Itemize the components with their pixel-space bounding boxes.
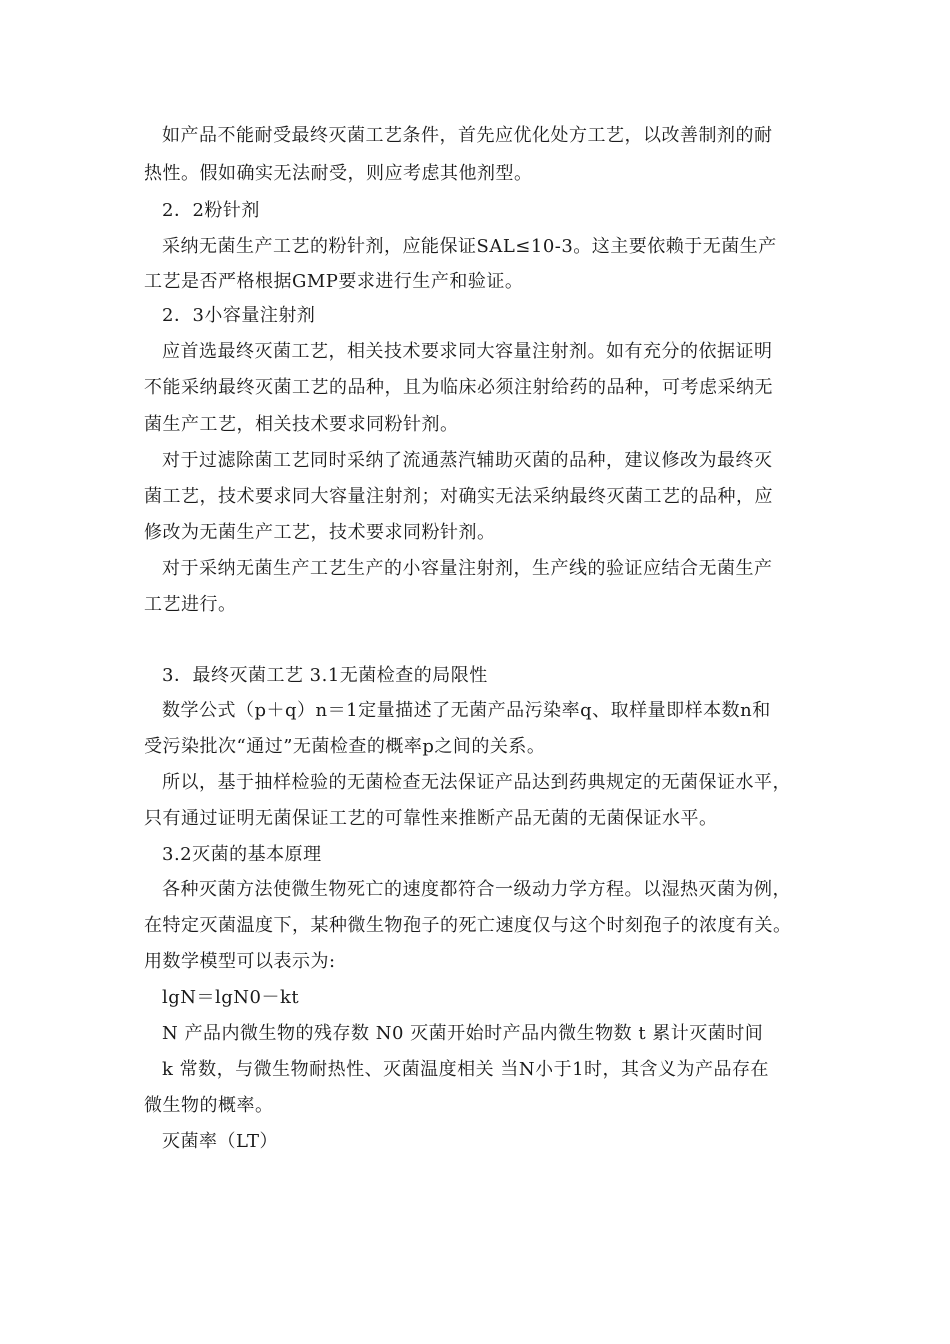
paragraph-line: 应首选最终灭菌工艺，相关技术要求同大容量注射剂。如有充分的依据证明 bbox=[162, 341, 773, 362]
paragraph-line: 灭菌率（LT） bbox=[162, 1131, 278, 1152]
paragraph-line: 各种灭菌方法使微生物死亡的速度都符合一级动力学方程。以湿热灭菌为例， bbox=[162, 879, 791, 900]
paragraph-line: 菌工艺，技术要求同大容量注射剂；对确实无法采纳最终灭菌工艺的品种，应 bbox=[144, 486, 773, 507]
section-heading: 3．最终灭菌工艺 3.1无菌检查的局限性 bbox=[162, 665, 488, 686]
paragraph-line: 微生物的概率。 bbox=[144, 1095, 274, 1116]
paragraph-line: 采纳无菌生产工艺的粉针剂，应能保证SAL≤10-3。这主要依赖于无菌生产 bbox=[162, 236, 777, 257]
paragraph-line: 工艺是否严格根据GMP要求进行生产和验证。 bbox=[144, 271, 524, 292]
paragraph-line: 修改为无菌生产工艺，技术要求同粉针剂。 bbox=[144, 522, 496, 543]
paragraph-line: 如产品不能耐受最终灭菌工艺条件，首先应优化处方工艺，以改善制剂的耐 bbox=[162, 125, 773, 146]
paragraph-line: 在特定灭菌温度下，某种微生物孢子的死亡速度仅与这个时刻孢子的浓度有关。 bbox=[144, 915, 792, 936]
section-heading: 2．2粉针剂 bbox=[162, 200, 260, 221]
paragraph-line: 工艺进行。 bbox=[144, 594, 237, 615]
paragraph-line: 受污染批次“通过”无菌检查的概率p之间的关系。 bbox=[144, 736, 546, 757]
paragraph-line: 对于过滤除菌工艺同时采纳了流通蒸汽辅助灭菌的品种，建议修改为最终灭 bbox=[162, 450, 773, 471]
paragraph-line: 菌生产工艺，相关技术要求同粉针剂。 bbox=[144, 414, 459, 435]
paragraph-line: 只有通过证明无菌保证工艺的可靠性来推断产品无菌的无菌保证水平。 bbox=[144, 808, 718, 829]
paragraph-line: 用数学模型可以表示为: bbox=[144, 951, 336, 972]
section-heading: 2．3小容量注射剂 bbox=[162, 305, 316, 326]
paragraph-line: k 常数，与微生物耐热性、灭菌温度相关 当N小于1时，其含义为产品存在 bbox=[162, 1059, 770, 1080]
paragraph-line: 数学公式（p＋q）n＝1定量描述了无菌产品污染率q、取样量即样本数n和 bbox=[162, 700, 771, 721]
paragraph-line: 对于采纳无菌生产工艺生产的小容量注射剂，生产线的验证应结合无菌生产 bbox=[162, 558, 773, 579]
paragraph-line: 不能采纳最终灭菌工艺的品种，且为临床必须注射给药的品种，可考虑采纳无 bbox=[144, 377, 773, 398]
formula-line: lgN＝lgN0－kt bbox=[162, 987, 300, 1008]
paragraph-line: N 产品内微生物的残存数 N0 灭菌开始时产品内微生物数 t 累计灭菌时间 bbox=[162, 1023, 764, 1044]
paragraph-line: 热性。假如确实无法耐受，则应考虑其他剂型。 bbox=[144, 163, 533, 184]
section-heading: 3.2灭菌的基本原理 bbox=[162, 844, 322, 865]
paragraph-line: 所以，基于抽样检验的无菌检查无法保证产品达到药典规定的无菌保证水平， bbox=[162, 772, 791, 793]
